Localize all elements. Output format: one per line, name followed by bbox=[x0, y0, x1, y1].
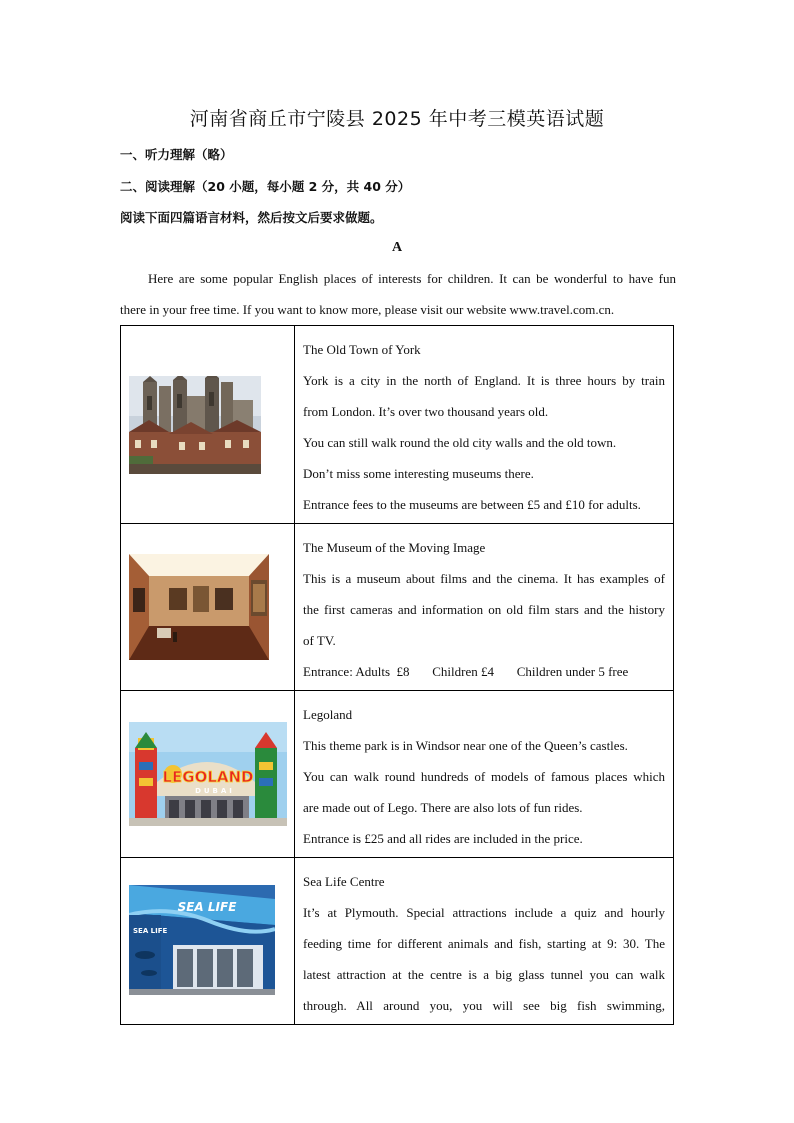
passage-intro bbox=[120, 263, 676, 325]
place-name: Legoland bbox=[303, 707, 353, 722]
image-cell bbox=[121, 524, 295, 691]
place-name: The Museum of the Moving Image bbox=[303, 540, 486, 555]
table-row bbox=[121, 326, 674, 524]
table-row bbox=[121, 691, 674, 858]
sea-life-side-sign: SEA LIFE bbox=[133, 927, 168, 935]
sea-life-sign: SEA LIFE bbox=[177, 900, 237, 914]
description-line: are made out of Lego. There are also lots of fun rides. bbox=[303, 800, 583, 815]
description-line: This is a museum about films and the cinema. It has examples of bbox=[303, 571, 665, 586]
description-line: It’s at Plymouth. Special attractions include a quiz and hourly bbox=[303, 905, 665, 920]
museum-gallery-photo bbox=[129, 554, 269, 660]
places-table bbox=[120, 325, 674, 1025]
section-heading-reading: 二、阅读理解（20 小题，每小题 2 分，共 40 分） bbox=[120, 179, 411, 194]
reading-instruction: 阅读下面四篇语言材料，然后按文后要求做题。 bbox=[120, 210, 383, 225]
description-line: Entrance is £25 and all rides are included in the price. bbox=[303, 831, 583, 846]
legoland-entrance-photo bbox=[129, 722, 287, 826]
entrance-fees: Entrance: Adults £8 Children £4 Children under 5 free bbox=[303, 664, 629, 679]
place-description bbox=[295, 858, 674, 1025]
page-title: 河南省商丘市宁陵县 2025 年中考三模英语试题 bbox=[189, 108, 605, 130]
description-line: from London. It’s over two thousand years old. bbox=[303, 404, 549, 419]
description-line: This theme park is in Windsor near one of the Queen’s castles. bbox=[303, 738, 628, 753]
table-row bbox=[121, 858, 674, 1025]
place-description bbox=[295, 691, 674, 858]
place-description bbox=[295, 326, 674, 524]
description-line: You can still walk round the old city walls and the old town. bbox=[303, 435, 617, 450]
image-cell bbox=[121, 691, 295, 858]
legoland-sign: LEGOLAND bbox=[162, 768, 254, 786]
legoland-subsign: DUBAI bbox=[195, 787, 235, 795]
description-line: of TV. bbox=[303, 633, 336, 648]
description-line: Don’t miss some interesting museums there. bbox=[303, 466, 534, 481]
place-name: Sea Life Centre bbox=[303, 874, 385, 889]
section-heading-listening: 一、听力理解（略） bbox=[120, 147, 233, 162]
image-cell bbox=[121, 326, 295, 524]
table-row bbox=[121, 524, 674, 691]
place-description bbox=[295, 524, 674, 691]
description-line: You can walk round hundreds of models of famous places which bbox=[303, 769, 665, 784]
description-line: York is a city in the north of England. It is three hours by train bbox=[303, 373, 665, 388]
place-name: The Old Town of York bbox=[303, 342, 421, 357]
york-minster-photo bbox=[129, 376, 261, 474]
description-line: feeding time for different animals and fish, starting at 9: 30. The bbox=[303, 936, 665, 951]
sea-life-building-photo bbox=[129, 885, 275, 995]
description-line: the first cameras and information on old film stars and the history bbox=[303, 602, 665, 617]
intro-line: Here are some popular English places of interests for children. It can be wonderful to have fun bbox=[148, 271, 676, 286]
intro-line: there in your free time. If you want to know more, please visit our website www.travel.com.cn. bbox=[120, 302, 615, 317]
description-line: through. All around you, you will see big fish swimming, bbox=[303, 998, 665, 1013]
description-line: Entrance fees to the museums are between £5 and £10 for adults. bbox=[303, 497, 641, 512]
image-cell bbox=[121, 858, 295, 1025]
description-line: latest attraction at the centre is a big glass tunnel you can walk bbox=[303, 967, 665, 982]
passage-letter: A bbox=[391, 240, 403, 255]
